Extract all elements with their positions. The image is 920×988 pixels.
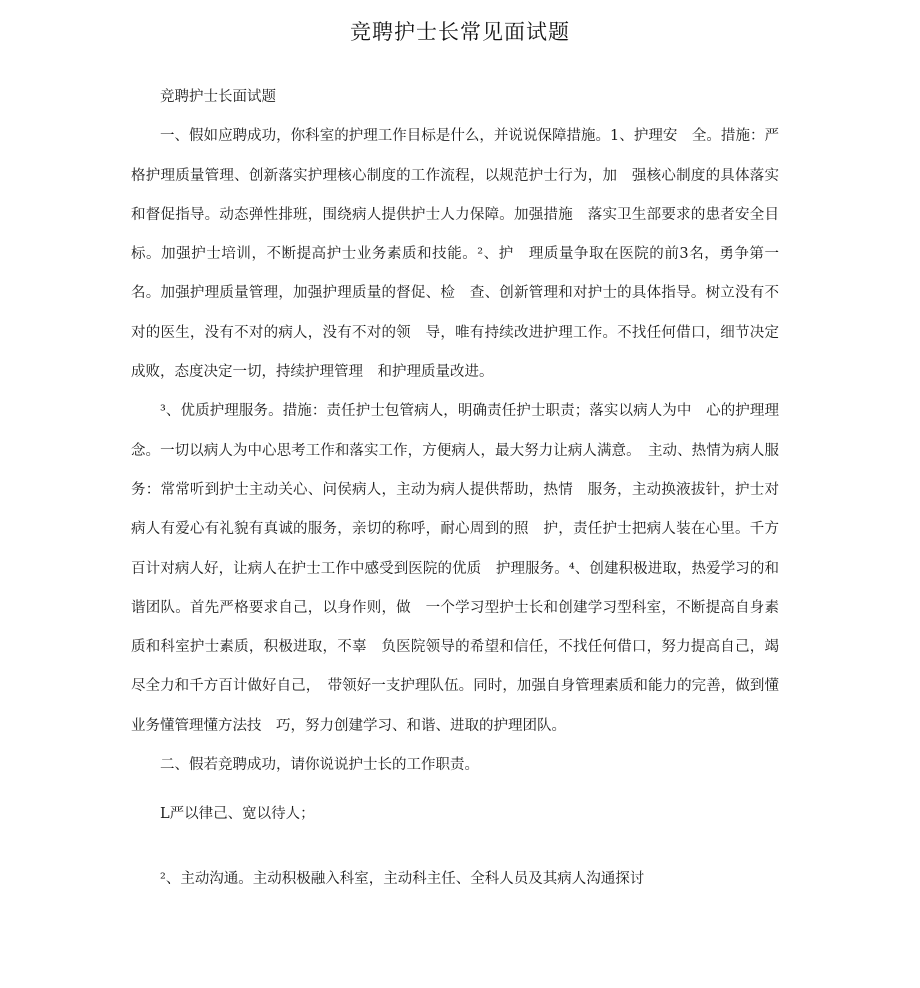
paragraph-question-1: 一、假如应聘成功，你科室的护理工作目标是什么，并说说保障措施。1、护理安 全。措施：严格护理质量管理、创新落实护理核心制度的工作流程，以规范护士行为，加 强核心制度的具体落实和督促指导。动态弹性排班，围绕病人提供护士人力保障。加强措施 落实卫生部要求的患者安全目标。加强护士培训，不断提高护士业务素质和技能。²、护 理质量争取在医院的前3名，勇争第一名。加强护理质量管理，加强护理质量的督促、检 查、创新管理和对护士的具体指导。树立没有不对的医生，没有不对的病人，没有不对的领 导，唯有持续改进护理工作。不找任何借口，细节决定成败，态度决定一切，持续护理管理 和护理质量改进。 [131,128,779,381]
paragraph-item-3: ³、优质护理服务。措施：责任护士包管病人，明确责任护士职责；落实以病人为中 心的护理理念。一切以病人为中心思考工作和落实工作，方便病人，最大努力让病人满意。 主动、热情为病人服务：常常听到护士主动关心、问侯病人，主动为病人提供帮助，热情 服务，主动换液拔针，护士对病人有爱心有礼貌有真诚的服务，亲切的称呼，耐心周到的照 护，责任护士把病人装在心里。千方百计对病人好，让病人在护士工作中感受到医院的优质 护理服务。⁴、创建积极进取，热爱学习的和谐团队。首先严格要求自己，以身作则，做 一个学习型护士长和创建学习型科室，不断提高自身素质和科室护士素质，积极进取，不辜 负医院领导的希望和信任，不找任何借口，努力提高自己，竭尽全力和千方百计做好自己， 带领好一支护理队伍。同时，加强自身管理素质和能力的完善，做到懂业务懂管理懂方法技 巧，努力创建学习、和谐、进取的护理团队。 [131,403,779,734]
paragraph-duty-2: ²、主动沟通。主动积极融入科室，主动科主任、全科人员及其病人沟通探讨 [160,870,645,887]
paragraph-subtitle: 竞聘护士长面试题 [160,89,276,105]
paragraph-duty-1: L严以律己、宽以待人； [160,806,315,823]
document-title: 竞聘护士长常见面试题 [350,20,570,44]
paragraph-question-2: 二、假若竞聘成功，请你说说护士长的工作职责。 [160,757,479,774]
document-body [131,78,779,899]
